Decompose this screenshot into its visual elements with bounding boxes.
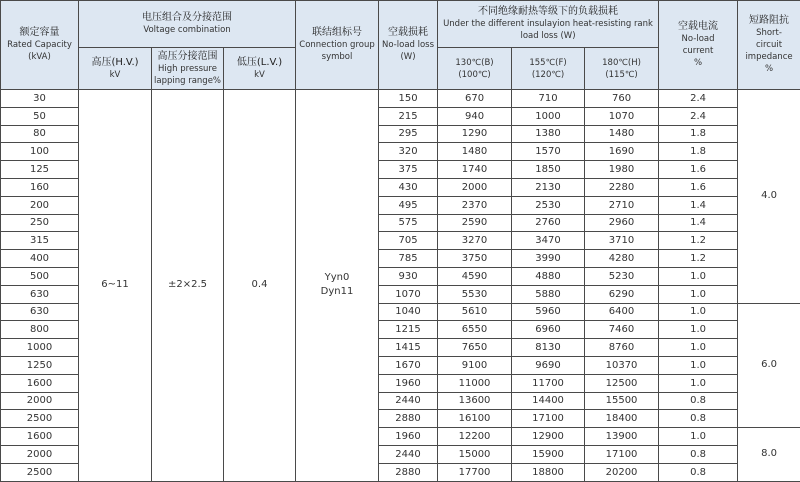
noload-loss-cell: 150: [379, 90, 438, 108]
load-loss-b-cell: 5610: [438, 303, 512, 321]
load-loss-f-cell: 5880: [512, 285, 585, 303]
load-loss-b-cell: 12200: [438, 428, 512, 446]
load-loss-b-cell: 13600: [438, 392, 512, 410]
load-loss-b-cell: 1290: [438, 125, 512, 143]
load-loss-h-cell: 13900: [585, 428, 659, 446]
header-class-h: 180℃(H) (115℃): [585, 48, 659, 90]
load-loss-f-cell: 11700: [512, 374, 585, 392]
load-loss-f-cell: 14400: [512, 392, 585, 410]
noload-loss-cell: 930: [379, 267, 438, 285]
load-loss-f-cell: 8130: [512, 339, 585, 357]
capacity-cell: 1000: [1, 339, 79, 357]
noload-loss-cell: 1960: [379, 374, 438, 392]
noload-loss-cell: 1415: [379, 339, 438, 357]
noload-loss-cell: 495: [379, 196, 438, 214]
noload-current-cell: 1.0: [659, 321, 738, 339]
load-loss-h-cell: 2280: [585, 178, 659, 196]
load-loss-b-cell: 9100: [438, 356, 512, 374]
noload-current-cell: 1.6: [659, 178, 738, 196]
capacity-cell: 1250: [1, 356, 79, 374]
load-loss-h-cell: 1070: [585, 107, 659, 125]
noload-current-cell: 1.4: [659, 196, 738, 214]
load-loss-h-cell: 15500: [585, 392, 659, 410]
noload-current-cell: 1.0: [659, 374, 738, 392]
load-loss-b-cell: 2590: [438, 214, 512, 232]
capacity-cell: 1600: [1, 374, 79, 392]
load-loss-h-cell: 18400: [585, 410, 659, 428]
header-load-loss: 不同绝缘耐热等级下的负载损耗 Under the different insulayion heat-resisting rank load loss (W): [438, 1, 659, 48]
load-loss-h-cell: 17100: [585, 445, 659, 463]
load-loss-f-cell: 3990: [512, 250, 585, 268]
noload-current-cell: 0.8: [659, 392, 738, 410]
capacity-cell: 630: [1, 303, 79, 321]
load-loss-b-cell: 3750: [438, 250, 512, 268]
load-loss-h-cell: 6290: [585, 285, 659, 303]
load-loss-b-cell: 5530: [438, 285, 512, 303]
noload-loss-cell: 2440: [379, 445, 438, 463]
noload-current-cell: 2.4: [659, 107, 738, 125]
load-loss-b-cell: 17700: [438, 463, 512, 481]
load-loss-f-cell: 1380: [512, 125, 585, 143]
load-loss-h-cell: 760: [585, 90, 659, 108]
load-loss-f-cell: 1570: [512, 143, 585, 161]
hv-value: 6~11: [79, 90, 152, 482]
capacity-cell: 315: [1, 232, 79, 250]
load-loss-f-cell: 4880: [512, 267, 585, 285]
load-loss-f-cell: 1850: [512, 161, 585, 179]
noload-loss-cell: 215: [379, 107, 438, 125]
connection-yyn0: Yyn0: [296, 271, 378, 285]
load-loss-f-cell: 12900: [512, 428, 585, 446]
noload-current-cell: 1.2: [659, 250, 738, 268]
load-loss-f-cell: 2530: [512, 196, 585, 214]
table-row: [1, 90, 800, 108]
load-loss-f-cell: 6960: [512, 321, 585, 339]
header-voltage-combination: 电压组合及分接范围 Voltage combination: [79, 1, 296, 48]
impedance-value: 8.0: [738, 428, 800, 481]
capacity-cell: 125: [1, 161, 79, 179]
noload-current-cell: 1.0: [659, 267, 738, 285]
load-loss-b-cell: 4590: [438, 267, 512, 285]
load-loss-b-cell: 2370: [438, 196, 512, 214]
header-capacity: 额定容量 Rated Capacity (kVA): [1, 1, 79, 90]
load-loss-h-cell: 1480: [585, 125, 659, 143]
connection-dyn11: Dyn11: [296, 285, 378, 299]
noload-current-cell: 1.8: [659, 125, 738, 143]
load-loss-h-cell: 1690: [585, 143, 659, 161]
header-noload-current: 空载电流 No-load current %: [659, 1, 738, 90]
capacity-cell: 2500: [1, 410, 79, 428]
header-noload-loss: 空载损耗 No-load loss (W): [379, 1, 438, 90]
capacity-cell: 160: [1, 178, 79, 196]
header-impedance: 短路阻抗 Short- circuit impedance %: [738, 1, 800, 90]
load-loss-b-cell: 7650: [438, 339, 512, 357]
load-loss-h-cell: 6400: [585, 303, 659, 321]
noload-current-cell: 1.0: [659, 285, 738, 303]
header-hv: 高压(H.V.) kV: [79, 48, 152, 90]
noload-loss-cell: 1070: [379, 285, 438, 303]
load-loss-h-cell: 2960: [585, 214, 659, 232]
load-loss-h-cell: 20200: [585, 463, 659, 481]
noload-loss-cell: 1960: [379, 428, 438, 446]
header-tap-range: 高压分接范围 High pressure lapping range%: [152, 48, 224, 90]
impedance-value: 6.0: [738, 303, 800, 428]
noload-loss-cell: 2880: [379, 410, 438, 428]
load-loss-h-cell: 1980: [585, 161, 659, 179]
load-loss-h-cell: 10370: [585, 356, 659, 374]
noload-loss-cell: 430: [379, 178, 438, 196]
noload-current-cell: 2.4: [659, 90, 738, 108]
noload-current-cell: 1.2: [659, 232, 738, 250]
load-loss-f-cell: 17100: [512, 410, 585, 428]
connection-value: [296, 90, 379, 482]
lv-value: 0.4: [224, 90, 296, 482]
capacity-cell: 2500: [1, 463, 79, 481]
load-loss-b-cell: 3270: [438, 232, 512, 250]
tap-range-value: ±2×2.5: [152, 90, 224, 482]
load-loss-h-cell: 12500: [585, 374, 659, 392]
capacity-cell: 50: [1, 107, 79, 125]
load-loss-b-cell: 6550: [438, 321, 512, 339]
load-loss-b-cell: 670: [438, 90, 512, 108]
noload-loss-cell: 2440: [379, 392, 438, 410]
load-loss-h-cell: 7460: [585, 321, 659, 339]
capacity-cell: 2000: [1, 392, 79, 410]
load-loss-b-cell: 1480: [438, 143, 512, 161]
table-body: [1, 90, 800, 482]
capacity-cell: 500: [1, 267, 79, 285]
noload-current-cell: 0.8: [659, 445, 738, 463]
load-loss-f-cell: 3470: [512, 232, 585, 250]
capacity-cell: 1600: [1, 428, 79, 446]
noload-loss-cell: 1215: [379, 321, 438, 339]
noload-loss-cell: 295: [379, 125, 438, 143]
load-loss-f-cell: 15900: [512, 445, 585, 463]
load-loss-b-cell: 940: [438, 107, 512, 125]
capacity-cell: 30: [1, 90, 79, 108]
noload-current-cell: 1.4: [659, 214, 738, 232]
load-loss-h-cell: 2710: [585, 196, 659, 214]
noload-loss-cell: 375: [379, 161, 438, 179]
noload-loss-cell: 705: [379, 232, 438, 250]
capacity-cell: 2000: [1, 445, 79, 463]
load-loss-h-cell: 8760: [585, 339, 659, 357]
load-loss-f-cell: 5960: [512, 303, 585, 321]
load-loss-f-cell: 2130: [512, 178, 585, 196]
capacity-cell: 250: [1, 214, 79, 232]
noload-loss-cell: 1040: [379, 303, 438, 321]
header-lv: 低压(L.V.) kV: [224, 48, 296, 90]
load-loss-b-cell: 11000: [438, 374, 512, 392]
capacity-cell: 400: [1, 250, 79, 268]
header-connection: 联结组标号 Connection group symbol: [296, 1, 379, 90]
capacity-cell: 800: [1, 321, 79, 339]
impedance-value: 4.0: [738, 90, 800, 304]
load-loss-h-cell: 5230: [585, 267, 659, 285]
noload-current-cell: 0.8: [659, 463, 738, 481]
capacity-cell: 100: [1, 143, 79, 161]
noload-current-cell: 1.0: [659, 428, 738, 446]
noload-loss-cell: 785: [379, 250, 438, 268]
noload-loss-cell: 575: [379, 214, 438, 232]
noload-current-cell: 0.8: [659, 410, 738, 428]
noload-current-cell: 1.0: [659, 356, 738, 374]
load-loss-f-cell: 18800: [512, 463, 585, 481]
load-loss-h-cell: 4280: [585, 250, 659, 268]
load-loss-b-cell: 16100: [438, 410, 512, 428]
capacity-cell: 200: [1, 196, 79, 214]
load-loss-f-cell: 1000: [512, 107, 585, 125]
capacity-cell: 80: [1, 125, 79, 143]
noload-loss-cell: 1670: [379, 356, 438, 374]
load-loss-f-cell: 9690: [512, 356, 585, 374]
noload-loss-cell: 2880: [379, 463, 438, 481]
header-class-b: 130℃(B) (100℃): [438, 48, 512, 90]
load-loss-f-cell: 710: [512, 90, 585, 108]
load-loss-f-cell: 2760: [512, 214, 585, 232]
load-loss-b-cell: 15000: [438, 445, 512, 463]
noload-loss-cell: 320: [379, 143, 438, 161]
load-loss-h-cell: 3710: [585, 232, 659, 250]
noload-current-cell: 1.0: [659, 339, 738, 357]
capacity-cell: 630: [1, 285, 79, 303]
load-loss-b-cell: 2000: [438, 178, 512, 196]
header-class-f: 155℃(F) (120℃): [512, 48, 585, 90]
noload-current-cell: 1.6: [659, 161, 738, 179]
load-loss-b-cell: 1740: [438, 161, 512, 179]
noload-current-cell: 1.0: [659, 303, 738, 321]
noload-current-cell: 1.8: [659, 143, 738, 161]
